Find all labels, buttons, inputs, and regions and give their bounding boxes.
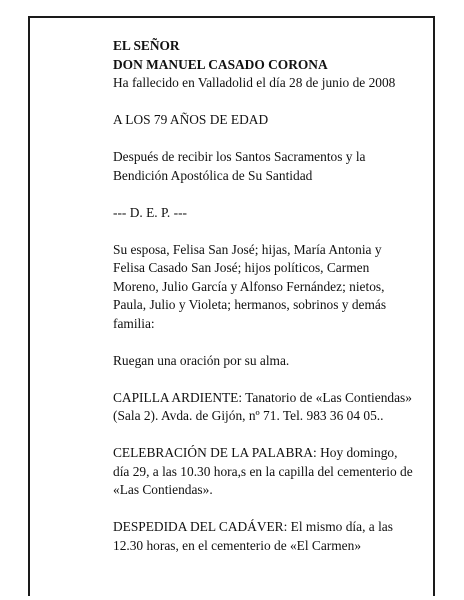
sacraments-line-2: Bendición Apostólica de Su Santidad — [113, 167, 313, 183]
prayer-line: Ruegan una oración por su alma. — [113, 352, 290, 368]
spacer — [113, 370, 431, 389]
spacer — [113, 426, 431, 445]
farewell-line-2: 12.30 horas, en el cementerio de «El Carmen» — [113, 537, 362, 553]
celebration-line-1: CELEBRACIÓN DE LA PALABRA: Hoy domingo, — [113, 445, 398, 460]
frame-top-border — [28, 16, 435, 18]
frame-left-border — [28, 16, 30, 596]
chapel-line-2: (Sala 2). Avda. de Gijón, nº 71. Tel. 983 36 04 05.. — [113, 408, 384, 423]
celebration-line-3: «Las Contiendas». — [113, 482, 213, 497]
family-line-2: Felisa Casado San José; hijos políticos, Carmen — [113, 260, 370, 275]
spacer — [113, 130, 431, 149]
age-line: A LOS 79 AÑOS DE EDAD — [113, 112, 269, 127]
spacer — [113, 222, 431, 241]
spacer — [113, 185, 431, 204]
sacraments-line-1: Después de recibir los Santos Sacramentos y la — [113, 149, 366, 164]
celebration-line-2: día 29, a las 10.30 hora,s en la capilla del cementerio de — [113, 463, 413, 479]
obituary-text — [113, 37, 431, 555]
spacer — [113, 333, 431, 352]
family-line-1: Su esposa, Felisa San José; hijas, María Antonia y — [113, 241, 382, 257]
spacer — [113, 500, 431, 519]
title-line-2: DON MANUEL CASADO CORONA — [113, 56, 328, 72]
chapel-line-1: CAPILLA ARDIENTE: Tanatorio de «Las Contiendas» — [113, 389, 412, 405]
frame-right-border — [433, 16, 435, 596]
title-line-1: EL SEÑOR — [113, 38, 180, 53]
death-line: Ha fallecido en Valladolid el día 28 de junio de 2008 — [113, 75, 396, 90]
rip-line: --- D. E. P. --- — [113, 204, 188, 220]
family-line-4: Paula, Julio y Violeta; hermanos, sobrinos y demás — [113, 297, 387, 312]
family-line-3: Moreno, Julio García y Alfonso Fernández; nietos, — [113, 278, 385, 294]
family-line-5: familia: — [113, 315, 155, 331]
spacer — [113, 93, 431, 112]
farewell-line-1: DESPEDIDA DEL CADÁVER: El mismo día, a las — [113, 519, 393, 534]
